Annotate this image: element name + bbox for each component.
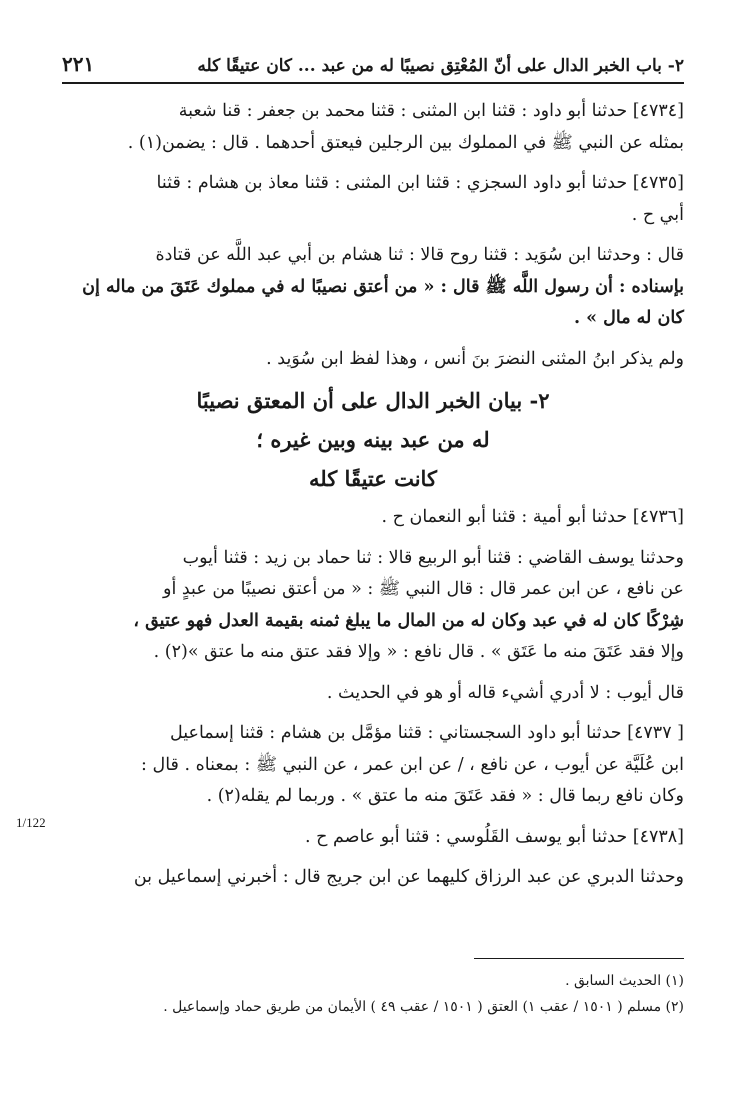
footnote-1: (١) الحديث السابق . <box>565 973 684 989</box>
text-line: ابن عُلَيَّة عن أيوب ، عن نافع ، / عن ابن عمر ، عن النبي ﷺ : بمعناه . قال : <box>141 754 684 775</box>
hadith-4738-cont <box>62 862 684 894</box>
note-paragraph <box>62 344 684 376</box>
text-line: [٤٧٣٨] حدثنا أبو يوسف القَلُوسي : قثنا أبو عاصم ح . <box>304 826 684 847</box>
margin-folio-note: 1/122 <box>16 815 46 830</box>
heading-line: له من عبد بينه وبين غيره ؛ <box>256 427 490 452</box>
text-line: وكان نافع ربما قال : « فقد عَتَقَ منه ما عتق » . وربما لم يقله(٢) . <box>206 786 684 806</box>
footnotes <box>62 968 684 1020</box>
heading-line: ٢- بيان الخبر الدال على أن المعتق نصيبًا <box>196 388 550 413</box>
text-line: [٤٧٣٦] حدثنا أبو أمية : قثنا أبو النعمان ح . <box>381 507 684 527</box>
text-line: بإسناده : أن رسول اللَّه ﷺ قال : « من أعتق نصيبًا له في مملوك عَتَقَ من ماله إن <box>82 276 684 297</box>
text-line: وحدثنا يوسف القاضي : قثنا أبو الربيع قالا : ثنا حماد بن زيد : قثنا أيوب <box>182 547 684 568</box>
section-heading <box>62 381 684 498</box>
running-title: ٢- باب الخبر الدال على أنّ المُعْتِق نصيبًا له من عبد ... كان عتيقًا كله <box>197 56 684 76</box>
footnote-divider <box>474 958 684 959</box>
text-line: [ ٤٧٣٧] حدثنا أبو داود السجستاني : قثنا مؤمَّل بن هشام : قثنا إسماعيل <box>169 723 684 743</box>
hadith-4736-cont <box>62 543 684 669</box>
hadith-4738 <box>62 822 684 854</box>
page-header <box>62 52 684 84</box>
hadith-4735 <box>62 168 684 231</box>
text-line: قال : وحدثنا ابن سُوَيد : قثنا روح قالا : ثنا هشام بن أبي عبد اللَّه عن قتادة <box>155 245 684 265</box>
hadith-4736 <box>62 502 684 534</box>
text-line: ولم يذكر ابنُ المثنى النضرَ بنَ أنس ، وهذا لفظ ابن سُوَيد . <box>266 348 684 369</box>
hadith-4735-cont <box>62 240 684 335</box>
text-line: أبي ح . <box>631 204 684 225</box>
text-line: بمثله عن النبي ﷺ في المملوك بين الرجلين فيعتق أحدهما . قال : يضمن(١) . <box>127 132 684 153</box>
book-page <box>62 52 684 894</box>
text-line: [٤٧٣٥] حدثنا أبو داود السجزي : قثنا ابن المثنى : قثنا معاذ بن هشام : قثنا <box>156 173 684 193</box>
page-number: ٢٢١ <box>62 52 95 76</box>
heading-line: كانت عتيقًا كله <box>309 466 437 491</box>
hadith-4734 <box>62 96 684 159</box>
text-line: [٤٧٣٤] حدثنا أبو داود : قثنا ابن المثنى : قثنا محمد بن جعفر : قنا شعبة <box>178 101 684 121</box>
hadith-4737 <box>62 718 684 813</box>
footnote-2: (٢) مسلم ( ١٥٠١ / عقب ١) العتق ( ١٥٠١ / عقب ٤٩ ) الأيمان من طريق حماد وإسماعيل . <box>163 999 684 1015</box>
ayyub-note <box>62 678 684 710</box>
text-line: وحدثنا الدبري عن عبد الرزاق كليهما عن ابن جريج قال : أخبرني إسماعيل بن <box>133 867 684 887</box>
text-line: وإلا فقد عَتَقَ منه ما عَتَق » . قال نافع : « وإلا فقد عتق منه ما عتق »(٢) . <box>153 642 684 662</box>
text-line: عن نافع ، عن ابن عمر قال : قال النبي ﷺ : « من أعتق نصيبًا من عبدٍ أو <box>163 579 684 599</box>
text-line: شِرْكًا كان له في عبد وكان له من المال ما يبلغ ثمنه بقيمة العدل فهو عتيق ، <box>133 610 684 631</box>
text-line: قال أيوب : لا أدري أشيء قاله أو هو في الحديث . <box>326 682 684 703</box>
text-line: كان له مال » . <box>573 308 684 328</box>
